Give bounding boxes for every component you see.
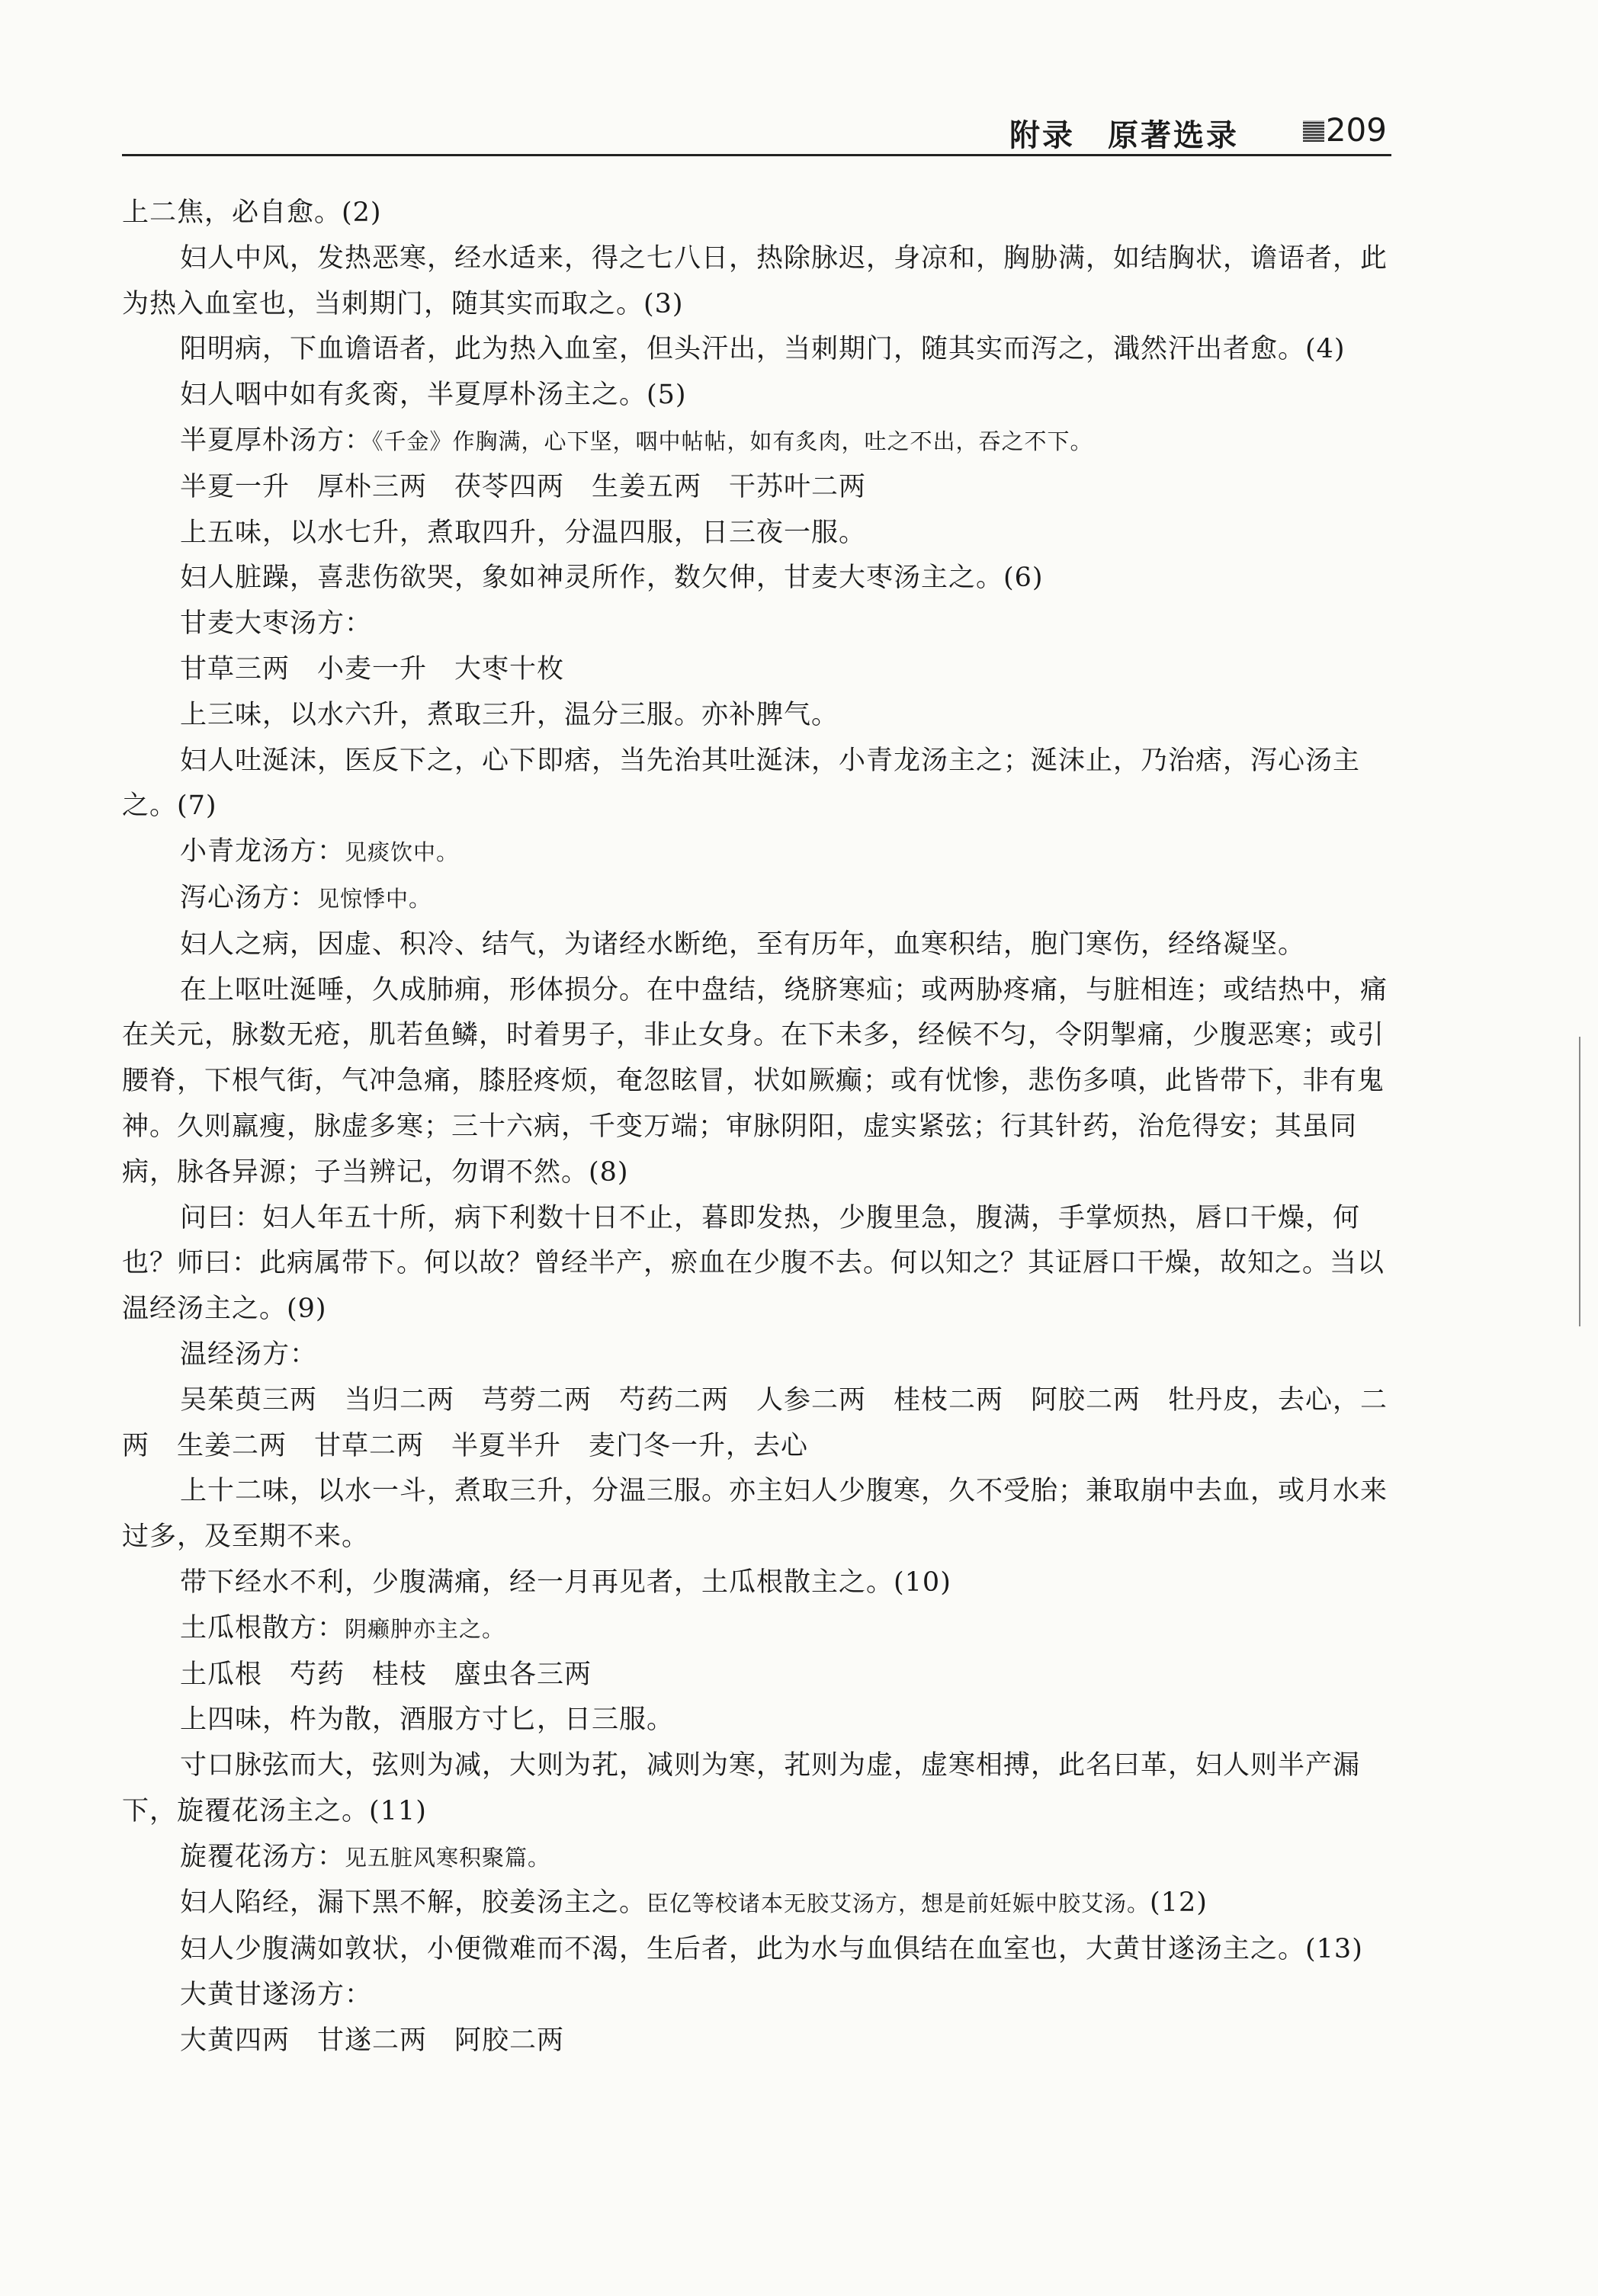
annotation-note: 见痰饮中。 (345, 839, 460, 866)
paragraph (122, 1469, 1403, 1560)
annotation-note: 《千金》作胸满，心下坚，咽中帖帖，如有炙肉，吐之不出，吞之不下。 (372, 428, 1093, 454)
recipe-heading (122, 1973, 1403, 2019)
paragraph-text: 土瓜根 芍药 桂枝 䗪虫各三两 (180, 1659, 592, 1690)
reference-number: (12) (1150, 1887, 1208, 1919)
paragraph-text: 半夏一升 厚朴三两 茯苓四两 生姜五两 干苏叶二两 (180, 471, 867, 502)
paragraph-text: 吴茱萸三两 当归二两 芎䓖二两 芍药二两 人参二两 桂枝二两 阿胶二两 牡丹皮，去心，二两 生姜二两 甘草二两 半夏半升 麦门冬一升，去心 (122, 1384, 1388, 1461)
paragraph-text: 大黄甘遂汤方： (180, 1980, 373, 2011)
paragraph-text: 妇人陷经，漏下黑不解，胶姜汤主之。 (180, 1887, 647, 1919)
paragraph-text: 土瓜根散方： (180, 1612, 345, 1643)
paragraph (122, 968, 1403, 1196)
paragraph-text: 妇人中风，发热恶寒，经水适来，得之七八日，热除脉迟，身凉和，胸胁满，如结胸状，谵语者，此为热入血室也，当刺期门，随其实而取之。(3) (122, 242, 1388, 319)
paragraph (122, 1881, 1403, 1927)
paragraph (122, 373, 1403, 418)
paragraph-text: 甘麦大枣汤方： (180, 608, 373, 640)
ingredient-list (122, 465, 1403, 511)
body-text (122, 191, 1403, 2064)
paragraph-text: 妇人之病，因虚、积冷、结气，为诸经水断绝，至有历年，血寒积结，胞门寒伤，经络凝坚。 (180, 928, 1306, 960)
paragraph-text: 寸口脉弦而大，弦则为减，大则为芤，减则为寒，芤则为虚，虚寒相搏，此名曰革，妇人则半产漏下，旋覆花汤主之。(11) (122, 1750, 1361, 1826)
page-number: 209 (1325, 111, 1387, 149)
paragraph-text: 上二焦，必自愈。(2) (122, 197, 382, 228)
paragraph-text: 妇人脏躁，喜悲伤欲哭，象如神灵所作，数欠伸，甘麦大枣汤主之。(6) (180, 563, 1044, 594)
paragraph-text: 大黄四两 甘遂二两 阿胶二两 (180, 2025, 565, 2056)
page-edge-mark (1579, 1037, 1580, 1326)
ingredient-list (122, 1378, 1403, 1470)
paragraph-text: 在上呕吐涎唾，久成肺痈，形体损分。在中盘结，绕脐寒疝；或两胁疼痛，与脏相连；或结热中，痛在关元，脉数无疮，肌若鱼鳞，时着男子，非止女身。在下未多，经候不匀，令阴掣痛，少腹恶寒；或引腰脊，下根气街，气冲急痛，膝胫疼烦，奄忽眩冒，状如厥癫；或有忧惨，悲伤多嗔，此皆带下，非有鬼神。久则羸瘦，脉虚多寒；三十六病，千变万端；审脉阴阳，虚实紧弦；行其针药，治危得安；其虽同病，脉各异源；子当辨记，勿谓不然。(8) (122, 974, 1388, 1188)
recipe-heading (122, 1332, 1403, 1378)
paragraph (122, 739, 1403, 830)
annotation-note: 阴癞肿亦主之。 (345, 1615, 505, 1642)
paragraph-text: 半夏厚朴汤方： (180, 425, 373, 456)
section-title: 附录 原著选录 (1009, 118, 1239, 153)
ingredient-list (122, 647, 1403, 693)
paragraph (122, 556, 1403, 601)
recipe-heading (122, 1606, 1403, 1653)
recipe-heading (122, 876, 1403, 922)
paragraph (122, 1560, 1403, 1606)
annotation-note: 臣亿等校诸本无胶艾汤方，想是前妊娠中胶艾汤。 (647, 1890, 1150, 1917)
paragraph-text: 问曰：妇人年五十所，病下利数十日不止，暮即发热，少腹里急，腹满，手掌烦热，唇口干燥，何也？师曰：此病属带下。何以故？曾经半产，瘀血在少腹不去。何以知之？其证唇口干燥，故知之。当以温经汤主之。(9) (122, 1202, 1385, 1325)
paragraph (122, 1743, 1403, 1835)
paragraph-text: 上三味，以水六升，煮取三升，温分三服。亦补脾气。 (180, 699, 839, 730)
paragraph (122, 327, 1403, 373)
paragraph (122, 1698, 1403, 1743)
paragraph (122, 191, 1403, 236)
running-header (122, 107, 1391, 156)
paragraph-text: 上四味，杵为散，酒服方寸匕，日三服。 (180, 1704, 675, 1736)
paragraph-text: 妇人少腹满如敦状，小便微难而不渴，生后者，此为水与血俱结在血室也，大黄甘遂汤主之。(13) (180, 1934, 1363, 1965)
paragraph-text: 温经汤方： (180, 1339, 318, 1370)
paragraph-text: 阳明病，下血谵语者，此为热入血室，但头汗出，当刺期门，随其实而泻之，濈然汗出者愈。(4) (180, 334, 1346, 365)
paragraph (122, 693, 1403, 739)
paragraph (122, 1927, 1403, 1973)
paragraph-text: 上十二味，以水一斗，煮取三升，分温三服。亦主妇人少腹寒，久不受胎；兼取崩中去血，或月水来过多，及至期不来。 (122, 1476, 1388, 1553)
recipe-heading (122, 829, 1403, 876)
paragraph-text: 妇人吐涎沫，医反下之，心下即痞，当先治其吐涎沫，小青龙汤主之；涎沫止，乃治痞，泻心汤主之。(7) (122, 745, 1361, 822)
recipe-heading (122, 601, 1403, 647)
paragraph-text: 泻心汤方： (180, 882, 318, 913)
ingredient-list (122, 1653, 1403, 1698)
paragraph-text: 带下经水不利，少腹满痛，经一月再见者，土瓜根散主之。(10) (180, 1566, 951, 1598)
recipe-heading (122, 418, 1403, 465)
recipe-heading (122, 1835, 1403, 1881)
ingredient-list (122, 2019, 1403, 2064)
paragraph-text: 上五味，以水七升，煮取四升，分温四服，日三夜一服。 (180, 517, 867, 548)
paragraph (122, 511, 1403, 556)
paragraph (122, 236, 1403, 328)
paragraph-text: 妇人咽中如有炙脔，半夏厚朴汤主之。(5) (180, 380, 687, 411)
annotation-note: 见五脏风寒积聚篇。 (345, 1844, 551, 1871)
annotation-note: 见惊悸中。 (317, 885, 432, 912)
paragraph-text: 旋覆花汤方： (180, 1841, 345, 1872)
paragraph-text: 小青龙汤方： (180, 836, 345, 867)
paragraph (122, 1196, 1403, 1332)
paragraph-text: 甘草三两 小麦一升 大枣十枚 (180, 653, 565, 685)
page-marker-icon (1303, 120, 1324, 142)
paragraph (122, 922, 1403, 968)
